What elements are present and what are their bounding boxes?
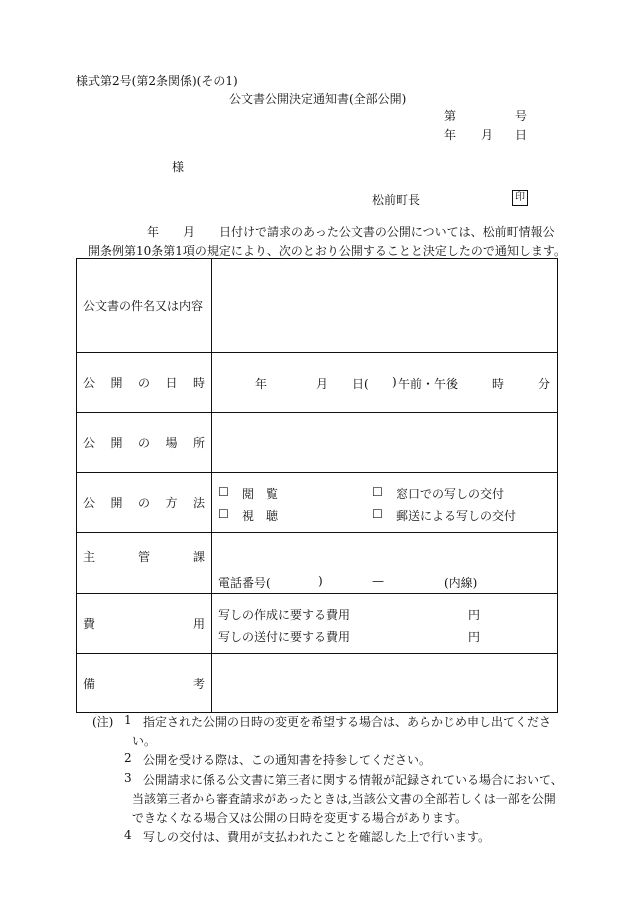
checkbox-icon[interactable]: ☐	[218, 485, 229, 499]
label-char: 公	[83, 376, 96, 390]
label-char: 時	[192, 376, 205, 390]
addressee-suffix: 様	[172, 160, 185, 174]
label-cost	[77, 594, 212, 654]
note-text: 写しの交付は、費用が支払われたことを確認した上で行います。	[143, 830, 491, 844]
label-subject	[77, 259, 212, 353]
date-month: 月	[481, 128, 494, 142]
cost-unit: 円	[468, 630, 481, 644]
label-department	[77, 533, 212, 594]
note-text: 指定された公開の日時の変更を希望する場合は、あらかじめ申し出てくださ	[143, 715, 552, 729]
datetime-month: 月	[316, 377, 329, 391]
datetime-minute: 分	[538, 377, 551, 391]
phone-extension: (内線)	[444, 576, 478, 590]
datetime-close-paren: )	[392, 375, 397, 389]
label-char: 開	[110, 376, 123, 390]
form-code: 様式第2号(第2条関係)(その1)	[76, 74, 238, 88]
option-window-copy: 窓口での写しの交付	[396, 487, 505, 501]
label-char: 開	[110, 436, 123, 450]
label-char: 場	[165, 436, 178, 450]
option-listen: 視 聴	[242, 509, 279, 523]
label-char: 用	[192, 617, 205, 631]
row-method	[77, 473, 558, 533]
checkbox-icon[interactable]: ☐	[218, 507, 229, 521]
document-title: 公文書公開決定通知書(全部公開)	[229, 92, 407, 106]
value-remarks[interactable]	[212, 654, 558, 713]
value-department[interactable]	[212, 533, 558, 594]
doc-number-suffix: 号	[515, 109, 528, 123]
label-char: の	[137, 376, 150, 390]
option-mail-copy: 郵送による写しの交付	[396, 509, 517, 523]
seal-mark	[512, 189, 528, 206]
label-char: の	[137, 436, 150, 450]
notes-prefix: (注)	[92, 715, 114, 729]
datetime-ampm: 午前・午後	[398, 377, 459, 391]
row-place	[77, 413, 558, 473]
note-number: 1	[124, 713, 132, 727]
note-text: い。	[132, 734, 157, 748]
label-char: 所	[192, 436, 205, 450]
row-datetime	[77, 353, 558, 413]
note-number: 4	[124, 828, 132, 842]
checkbox-icon[interactable]: ☐	[372, 485, 383, 499]
label-char: 開	[110, 496, 123, 510]
issuer-name: 松前町長	[372, 193, 421, 207]
note-text: 当該第三者から審査請求があったときは,当該公文書の全部若しくは一部を公開	[132, 792, 556, 806]
value-subject[interactable]	[212, 259, 558, 353]
label-char: 管	[137, 549, 150, 564]
body-text-line-1: 年 月 日付けで請求のあった公文書の公開については、松前町情報公	[147, 225, 555, 239]
value-datetime[interactable]	[212, 353, 558, 413]
cost-item-send: 写しの送付に要する費用	[218, 630, 351, 644]
value-cost	[212, 594, 558, 654]
row-cost	[77, 594, 558, 654]
note-text: 公開請求に係る公文書に第三者に関する情報が記録されている場合において、	[143, 773, 563, 787]
label-char: 法	[192, 496, 205, 510]
phone-close-paren: )	[318, 574, 323, 588]
label-datetime	[77, 353, 212, 413]
cost-unit: 円	[468, 608, 481, 622]
row-remarks	[77, 654, 558, 713]
label-remarks	[77, 654, 212, 713]
row-subject	[77, 259, 558, 353]
disclosure-table	[76, 258, 558, 713]
datetime-day: 日(	[352, 377, 369, 391]
seal-box: 印	[512, 190, 528, 206]
checkbox-icon[interactable]: ☐	[372, 507, 383, 521]
row-department	[77, 533, 558, 594]
label-subject-text: 公文書の件名又は内容	[83, 299, 204, 313]
label-method	[77, 473, 212, 533]
label-char: 公	[83, 496, 96, 510]
datetime-hour: 時	[492, 377, 505, 391]
date-day: 日	[515, 128, 528, 142]
value-method	[212, 473, 558, 533]
label-char: 費	[83, 617, 96, 631]
label-char: 考	[192, 676, 205, 691]
datetime-year: 年	[255, 377, 268, 391]
phone-dash: —	[372, 574, 384, 588]
label-char: の	[137, 496, 150, 510]
label-char: 課	[192, 549, 205, 564]
phone-label: 電話番号(	[218, 576, 271, 590]
date-year: 年	[444, 128, 457, 142]
label-place	[77, 413, 212, 473]
note-text: できなくなる場合又は公開の日時を変更する場合があります。	[132, 811, 468, 825]
option-view: 閲 覧	[242, 487, 279, 501]
note-text: 公開を受ける際は、この通知書を持参してください。	[143, 753, 432, 767]
label-char: 公	[83, 436, 96, 450]
label-char: 主	[83, 549, 96, 564]
doc-number-prefix: 第	[444, 109, 457, 123]
note-number: 2	[124, 751, 132, 765]
label-char: 方	[165, 496, 178, 510]
note-number: 3	[124, 771, 132, 785]
label-char: 日	[165, 376, 178, 390]
label-char: 備	[83, 676, 96, 691]
body-text-line-2: 開条例第10条第1項の規定により、次のとおり公開することと決定したので通知します。	[88, 244, 566, 258]
value-place[interactable]	[212, 413, 558, 473]
cost-item-create: 写しの作成に要する費用	[218, 608, 351, 622]
